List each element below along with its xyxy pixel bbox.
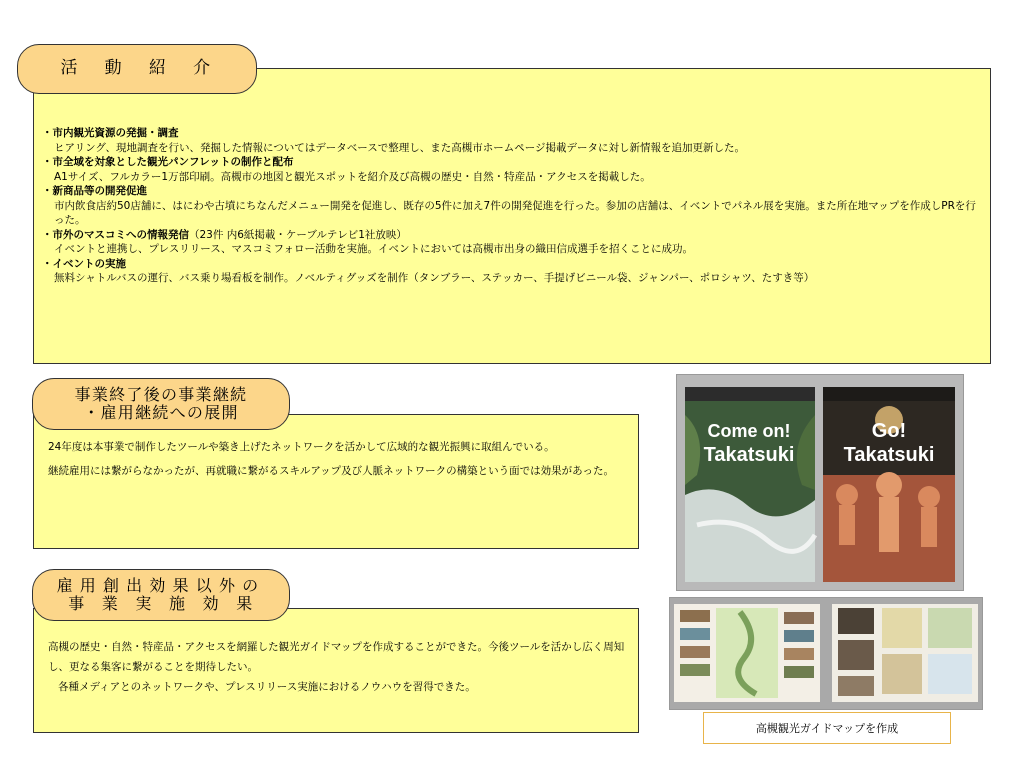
activity-item — [42, 228, 982, 257]
continuation-title-line-1: 事業終了後の事業継続 — [74, 384, 248, 404]
brochures-illustration — [677, 375, 963, 590]
brochure-right-title-1: Go! — [871, 420, 907, 442]
activity-list — [42, 126, 982, 286]
brochure-left-title-2: Takatsuki — [703, 444, 795, 466]
brochures-photo — [676, 374, 964, 591]
effects-panel — [33, 608, 639, 733]
continuation-title-line-2: ・雇用継続への展開 — [83, 403, 239, 422]
guide-map-caption: 高槻観光ガイドマップを作成 — [703, 712, 951, 744]
activity-detail: A1サイズ、フルカラー1万部印刷。高槻市の地図と観光スポットを紹介及び高槻の歴史・自然・特産品・アクセスを掲載した。 — [54, 170, 651, 183]
activity-detail: イベントと連携し、プレスリリース、マスコミフォロー活動を実施。イベントにおいては高槻市出身の織田信成選手を招くことに成功。 — [54, 243, 694, 255]
activity-heading: ・市内観光資源の発掘・調査 — [42, 127, 179, 139]
continuation-panel — [33, 414, 639, 549]
activity-item — [42, 257, 982, 286]
activity-heading: ・市全域を対象とした観光パンフレットの制作と配布 — [42, 156, 294, 168]
effects-text — [48, 637, 633, 697]
effects-para-1: 高槻の歴史・自然・特産品・アクセスを網羅した観光ガイドマップを作成することができた。今後ツールを活かし広く周知し、更なる集客に繋がることを期待したい。 — [48, 641, 625, 673]
activity-detail: ヒアリング、現地調査を行い、発掘した情報についてはデータベースで整理し、また高槻市ホームページ掲載データに対し新情報を追加更新した。 — [54, 141, 746, 154]
activity-note: （23件 内6紙掲載・ケーブルテレビ1社放映） — [189, 228, 407, 241]
brochure-left-title-1: Come on! — [707, 421, 791, 441]
activity-item — [42, 126, 982, 155]
effects-title-line-2: 事業実施効果 — [68, 594, 270, 613]
activity-detail: 無料シャトルバスの運行、バス乗り場看板を制作。ノベルティグッズを制作（タンブラー、ステッカー、手提げビニール袋、ジャンパー、ポロシャツ、たすき等） — [54, 272, 815, 284]
activity-detail: 市内飲食店約50店舗に、はにわや古墳にちなんだメニュー開発を促進し、既存の5件に加え7件の開発促進を行った。参加の店舗は、イベントでパネル展を実施。また所在地マップを作成しPRを行った。 — [54, 199, 976, 226]
guide-maps-illustration — [670, 598, 982, 709]
activity-heading: ・イベントの実施 — [42, 257, 126, 270]
activity-item — [42, 155, 982, 184]
continuation-text — [48, 435, 633, 483]
activity-heading: ・市外のマスコミへの情報発信 — [42, 228, 189, 241]
activity-title: 活動紹介 — [17, 44, 257, 94]
continuation-title — [32, 378, 290, 430]
activity-panel — [33, 68, 991, 364]
effects-title — [32, 569, 290, 621]
brochure-right-title-2: Takatsuki — [843, 444, 935, 466]
continuation-para-1: 24年度は本事業で制作したツールや築き上げたネットワークを活かして広域的な観光振興に取組んでいる。 — [48, 441, 555, 453]
continuation-para-2: 継続雇用には繋がらなかったが、再就職に繋がるスキルアップ及び人脈ネットワークの構築という面では効果があった。 — [48, 465, 615, 477]
activity-heading: ・新商品等の開発促進 — [42, 185, 147, 197]
activity-item — [42, 184, 982, 228]
guide-maps-photo — [669, 597, 983, 710]
effects-para-2: 各種メディアとのネットワークや、プレスリリース実施におけるノウハウを習得できた。 — [58, 681, 476, 693]
effects-title-line-1: 雇用創出効果以外の — [56, 575, 266, 595]
